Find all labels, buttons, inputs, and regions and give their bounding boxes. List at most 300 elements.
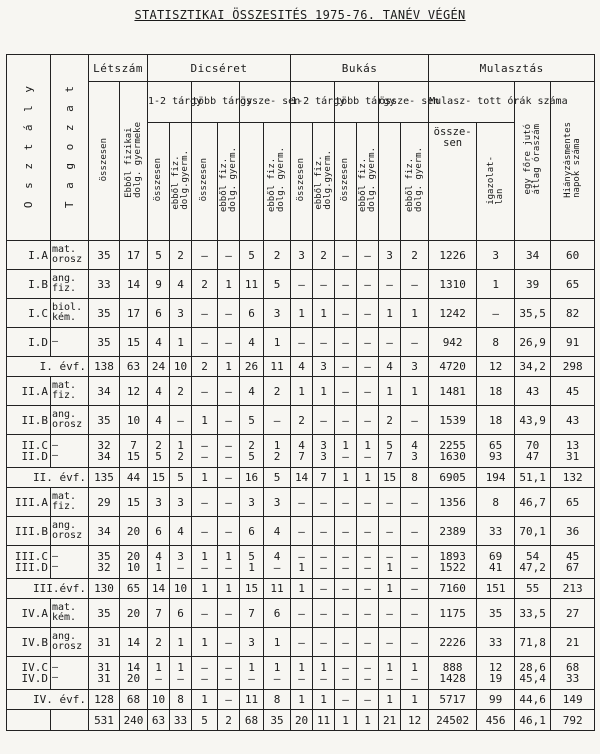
- table-cell: 6: [148, 517, 170, 546]
- header-hianyzasmentes: Hiányzásmentes napok száma: [551, 82, 595, 241]
- table-cell: –: [357, 377, 379, 406]
- table-cell: –: [477, 299, 515, 328]
- table-cell: 1: [192, 628, 218, 657]
- table-cell: –: [357, 406, 379, 435]
- table-cell: 14: [148, 579, 170, 599]
- header-bukas: Bukás: [291, 55, 429, 82]
- table-cell: –: [335, 599, 357, 628]
- table-cell: –: [313, 579, 335, 599]
- row-name: II.B: [7, 406, 51, 435]
- table-cell: 33: [170, 710, 192, 731]
- table-cell: 1: [218, 270, 240, 299]
- table-row: [7, 435, 595, 468]
- table-cell: 99: [477, 690, 515, 710]
- table-cell: 35 32: [89, 546, 120, 579]
- table-cell: –: [192, 599, 218, 628]
- table-cell: 1 –: [335, 435, 357, 468]
- table-cell: –: [218, 406, 240, 435]
- table-cell: –: [335, 357, 357, 377]
- header-mul-ossz: össze- sen: [429, 123, 477, 241]
- table-cell: 1: [264, 628, 291, 657]
- table-cell: 35: [89, 406, 120, 435]
- table-cell: – –: [357, 657, 379, 690]
- table-cell: –: [313, 488, 335, 517]
- table-cell: –: [218, 468, 240, 488]
- table-cell: 5: [264, 468, 291, 488]
- table-cell: 14 20: [120, 657, 148, 690]
- table-cell: 24502: [429, 710, 477, 731]
- table-cell: 69 41: [477, 546, 515, 579]
- table-cell: –: [313, 328, 335, 357]
- table-cell: –: [313, 628, 335, 657]
- table-cell: 20: [120, 517, 148, 546]
- header-do-ossz: [240, 123, 264, 241]
- table-cell: –: [291, 328, 313, 357]
- header-letszam: Létszám: [89, 55, 148, 82]
- table-cell: –: [357, 579, 379, 599]
- table-cell: 4 7: [291, 435, 313, 468]
- table-cell: 213: [551, 579, 595, 599]
- table-cell: 34,2: [515, 357, 551, 377]
- row-name: IV. évf.: [7, 690, 89, 710]
- row-tagozat: – –: [51, 435, 89, 468]
- table-cell: 28,6 45,4: [515, 657, 551, 690]
- table-cell: 1: [170, 328, 192, 357]
- table-cell: 35: [477, 599, 515, 628]
- table-cell: 5717: [429, 690, 477, 710]
- table-cell: –: [192, 299, 218, 328]
- table-row: [7, 628, 595, 657]
- table-cell: 2: [170, 377, 192, 406]
- row-name: III.C III.D: [7, 546, 51, 579]
- table-cell: 26,9: [515, 328, 551, 357]
- table-cell: 2: [401, 241, 429, 270]
- table-cell: 10: [148, 690, 170, 710]
- page-title: STATISZTIKAI ÖSSZESITÉS 1975-76. TANÉV VÉGÉN: [134, 8, 466, 22]
- table-cell: 1: [192, 468, 218, 488]
- table-cell: –: [218, 299, 240, 328]
- header-dt-ossz: összesen: [192, 123, 218, 241]
- table-cell: 194: [477, 468, 515, 488]
- table-cell: –: [357, 599, 379, 628]
- row-name: I.C: [7, 299, 51, 328]
- table-cell: 71,8: [515, 628, 551, 657]
- table-cell: 20: [291, 710, 313, 731]
- row-tagozat: – –: [51, 546, 89, 579]
- table-cell: 1893 1522: [429, 546, 477, 579]
- table-cell: –: [357, 628, 379, 657]
- table-cell: 1 –: [218, 546, 240, 579]
- table-row: [7, 377, 595, 406]
- table-cell: –: [335, 299, 357, 328]
- row-name: III.B: [7, 517, 51, 546]
- table-cell: –: [335, 241, 357, 270]
- table-cell: –: [401, 488, 429, 517]
- table-cell: 1: [313, 299, 335, 328]
- table-cell: –: [335, 328, 357, 357]
- table-cell: – –: [357, 546, 379, 579]
- table-cell: 1 2: [264, 435, 291, 468]
- table-cell: 14: [120, 628, 148, 657]
- table-cell: 12: [120, 377, 148, 406]
- table-cell: 6: [240, 299, 264, 328]
- table-cell: –: [357, 488, 379, 517]
- row-tagozat: ang. fiz.: [51, 270, 89, 299]
- table-cell: – –: [335, 546, 357, 579]
- table-cell: –: [192, 488, 218, 517]
- table-cell: –: [335, 488, 357, 517]
- table-cell: 1: [379, 579, 401, 599]
- header-bukas-tobb: több tárgy: [335, 82, 379, 123]
- table-cell: 14: [291, 468, 313, 488]
- table-cell: 15: [379, 468, 401, 488]
- table-cell: 63: [120, 357, 148, 377]
- table-cell: –: [335, 579, 357, 599]
- table-cell: 2: [192, 357, 218, 377]
- table-cell: –: [218, 328, 240, 357]
- header-bt-ossz: összesen: [335, 123, 357, 241]
- table-cell: 20: [120, 599, 148, 628]
- table-cell: 6905: [429, 468, 477, 488]
- table-cell: –: [218, 377, 240, 406]
- table-cell: 1 –: [291, 657, 313, 690]
- table-cell: 6: [240, 517, 264, 546]
- row-name: II.C II.D: [7, 435, 51, 468]
- table-cell: – 1: [291, 546, 313, 579]
- table-cell: 4: [291, 357, 313, 377]
- table-cell: 44: [120, 468, 148, 488]
- table-cell: 1: [335, 710, 357, 731]
- table-cell: 17: [120, 241, 148, 270]
- table-cell: 4: [264, 517, 291, 546]
- table-cell: 65: [120, 579, 148, 599]
- summary-row: [7, 690, 595, 710]
- table-cell: 4: [240, 328, 264, 357]
- table-cell: 5: [240, 406, 264, 435]
- table-cell: 2: [264, 377, 291, 406]
- table-cell: –: [401, 599, 429, 628]
- table-cell: –: [357, 241, 379, 270]
- table-cell: –: [335, 690, 357, 710]
- table-cell: –: [379, 328, 401, 357]
- table-cell: 27: [551, 599, 595, 628]
- table-cell: 1 –: [240, 657, 264, 690]
- header-igazolatlan: igazolat- lan: [477, 123, 515, 241]
- header-bo-ebbol: ebből fiz. dolg. gyerm.: [401, 123, 429, 241]
- table-cell: 18: [477, 406, 515, 435]
- table-cell: 4 1: [148, 546, 170, 579]
- table-cell: 130: [89, 579, 120, 599]
- header-mulasztas: Mulasztás: [429, 55, 595, 82]
- table-cell: – –: [335, 657, 357, 690]
- table-cell: 21: [551, 628, 595, 657]
- table-cell: 7 15: [120, 435, 148, 468]
- table-cell: 55: [515, 579, 551, 599]
- table-cell: 151: [477, 579, 515, 599]
- table-cell: 45 67: [551, 546, 595, 579]
- row-tagozat: mat. fiz.: [51, 488, 89, 517]
- table-cell: 82: [551, 299, 595, 328]
- table-cell: 31: [89, 628, 120, 657]
- table-cell: –: [192, 377, 218, 406]
- table-cell: – –: [313, 546, 335, 579]
- table-cell: 132: [551, 468, 595, 488]
- row-name: I.D: [7, 328, 51, 357]
- table-cell: –: [192, 328, 218, 357]
- row-name: I. évf.: [7, 357, 89, 377]
- table-cell: 15: [148, 468, 170, 488]
- table-cell: 7: [313, 468, 335, 488]
- table-cell: 3: [240, 628, 264, 657]
- table-cell: 1: [335, 468, 357, 488]
- row-name: I.A: [7, 241, 51, 270]
- summary-row: [7, 357, 595, 377]
- table-cell: –: [218, 488, 240, 517]
- table-cell: 15: [120, 488, 148, 517]
- header-dicseret-tobb: több tárgy: [192, 82, 240, 123]
- table-cell: 149: [551, 690, 595, 710]
- table-cell: 1: [477, 270, 515, 299]
- table-cell: –: [335, 270, 357, 299]
- table-cell: 1242: [429, 299, 477, 328]
- table-cell: 2389: [429, 517, 477, 546]
- table-cell: 33: [477, 517, 515, 546]
- table-cell: 65 93: [477, 435, 515, 468]
- table-cell: 1226: [429, 241, 477, 270]
- table-cell: 2: [291, 406, 313, 435]
- header-egy-fore: egy főre jutó átlag óraszám: [515, 82, 551, 241]
- table-cell: 3: [264, 299, 291, 328]
- table-cell: –: [401, 628, 429, 657]
- row-tagozat: mat. fiz.: [51, 377, 89, 406]
- table-cell: 21: [379, 710, 401, 731]
- row-name: II.A: [7, 377, 51, 406]
- table-cell: 4: [170, 517, 192, 546]
- table-cell: 1481: [429, 377, 477, 406]
- header-b12-ebbol: ebből fiz. dolg.gyerm.: [313, 123, 335, 241]
- table-cell: 3: [379, 241, 401, 270]
- table-cell: 1310: [429, 270, 477, 299]
- table-cell: 4720: [429, 357, 477, 377]
- table-cell: 6: [148, 299, 170, 328]
- table-cell: 10: [170, 579, 192, 599]
- table-cell: 35: [264, 710, 291, 731]
- table-cell: 456: [477, 710, 515, 731]
- table-cell: –: [218, 628, 240, 657]
- table-cell: 4: [148, 328, 170, 357]
- table-cell: 1 –: [170, 657, 192, 690]
- table-cell: 135: [89, 468, 120, 488]
- table-cell: –: [379, 517, 401, 546]
- table-cell: 3: [240, 488, 264, 517]
- table-cell: 11: [240, 690, 264, 710]
- table-cell: 45: [551, 377, 595, 406]
- table-cell: 3: [264, 488, 291, 517]
- table-cell: 1: [192, 406, 218, 435]
- row-tagozat: ang. orosz: [51, 406, 89, 435]
- table-cell: –: [401, 579, 429, 599]
- table-cell: 65: [551, 488, 595, 517]
- header-do-ebbol: ebből fiz. dolg. gyerm.: [264, 123, 291, 241]
- table-cell: – –: [401, 546, 429, 579]
- table-cell: – 1: [379, 546, 401, 579]
- table-cell: 5: [170, 468, 192, 488]
- table-cell: 5: [240, 241, 264, 270]
- table-cell: 8: [170, 690, 192, 710]
- table-cell: –: [379, 270, 401, 299]
- table-cell: –: [357, 299, 379, 328]
- statistics-table: [6, 54, 595, 731]
- table-cell: –: [357, 328, 379, 357]
- table-cell: 1: [291, 377, 313, 406]
- row-name: II. évf.: [7, 468, 89, 488]
- table-cell: 32 34: [89, 435, 120, 468]
- table-cell: 44,6: [515, 690, 551, 710]
- header-bt-ebbol: ebből fiz. dolg. gyerm.: [357, 123, 379, 241]
- table-cell: 70 47: [515, 435, 551, 468]
- table-cell: 3: [148, 488, 170, 517]
- table-cell: 43: [551, 406, 595, 435]
- table-cell: 1: [264, 328, 291, 357]
- table-cell: 11: [264, 579, 291, 599]
- table-cell: 8: [264, 690, 291, 710]
- table-cell: 18: [477, 377, 515, 406]
- table-cell: 63: [148, 710, 170, 731]
- table-cell: 46,1: [515, 710, 551, 731]
- table-cell: – –: [218, 435, 240, 468]
- table-cell: 54 47,2: [515, 546, 551, 579]
- table-cell: 1539: [429, 406, 477, 435]
- row-tagozat: mat. kém.: [51, 599, 89, 628]
- header-d12-ebbol: ebből fiz. dolg.gyerm.: [170, 123, 192, 241]
- table-cell: –: [291, 488, 313, 517]
- table-cell: 2255 1630: [429, 435, 477, 468]
- header-letszam-ebbol: Ebből fizikai dolg. gyermeke: [120, 82, 148, 241]
- table-row: [7, 599, 595, 628]
- table-cell: 5: [264, 270, 291, 299]
- table-cell: 5: [148, 241, 170, 270]
- header-dicseret-ossz: össze- sen: [240, 82, 291, 123]
- table-cell: 6: [264, 599, 291, 628]
- row-name: III.évf.: [7, 579, 89, 599]
- table-cell: 65: [551, 270, 595, 299]
- header-letszam-osszesen: összesen: [89, 82, 120, 241]
- table-cell: –: [335, 406, 357, 435]
- table-cell: 11: [264, 357, 291, 377]
- table-cell: 34: [89, 517, 120, 546]
- table-cell: 1: [291, 299, 313, 328]
- table-cell: 39: [515, 270, 551, 299]
- table-cell: 3: [313, 357, 335, 377]
- table-cell: 298: [551, 357, 595, 377]
- table-cell: –: [401, 328, 429, 357]
- table-cell: 5: [192, 710, 218, 731]
- table-cell: 3: [170, 299, 192, 328]
- table-cell: 1: [401, 299, 429, 328]
- table-cell: 3: [477, 241, 515, 270]
- header-dicseret-12: 1-2 tárgy: [148, 82, 192, 123]
- table-cell: 1 2: [170, 435, 192, 468]
- table-cell: – –: [192, 657, 218, 690]
- row-name: [7, 710, 51, 731]
- table-cell: 792: [551, 710, 595, 731]
- table-cell: 1 –: [148, 657, 170, 690]
- table-cell: 1: [192, 690, 218, 710]
- table-cell: 8: [477, 328, 515, 357]
- table-cell: –: [291, 517, 313, 546]
- table-cell: 35: [89, 241, 120, 270]
- table-cell: 1: [401, 690, 429, 710]
- table-cell: 4: [379, 357, 401, 377]
- table-cell: 17: [120, 299, 148, 328]
- table-cell: –: [401, 270, 429, 299]
- header-bukas-12: 1-2 tárgy: [291, 82, 335, 123]
- table-cell: 35: [89, 599, 120, 628]
- table-cell: –: [313, 599, 335, 628]
- table-cell: 5 7: [379, 435, 401, 468]
- table-cell: 29: [89, 488, 120, 517]
- table-cell: 6: [170, 599, 192, 628]
- table-cell: 13 31: [551, 435, 595, 468]
- row-tagozat: mat. orosz: [51, 241, 89, 270]
- row-name: IV.A: [7, 599, 51, 628]
- table-cell: 942: [429, 328, 477, 357]
- table-cell: 531: [89, 710, 120, 731]
- table-cell: 2: [170, 241, 192, 270]
- table-cell: 128: [89, 690, 120, 710]
- table-cell: 12: [401, 710, 429, 731]
- table-cell: 1 –: [379, 657, 401, 690]
- table-cell: 4: [148, 406, 170, 435]
- table-cell: 15: [240, 579, 264, 599]
- table-cell: 1 –: [357, 435, 379, 468]
- table-cell: 1: [291, 690, 313, 710]
- table-cell: –: [291, 599, 313, 628]
- table-cell: 24: [148, 357, 170, 377]
- table-cell: 43,9: [515, 406, 551, 435]
- header-dicseret: Dicséret: [148, 55, 291, 82]
- table-cell: 2: [313, 241, 335, 270]
- table-cell: –: [192, 241, 218, 270]
- row-tagozat: –: [51, 328, 89, 357]
- table-cell: –: [313, 406, 335, 435]
- header-bo-ossz: [379, 123, 401, 241]
- table-body: [7, 241, 595, 731]
- table-cell: 1: [379, 690, 401, 710]
- table-cell: 33: [89, 270, 120, 299]
- table-cell: 35,5: [515, 299, 551, 328]
- table-row: [7, 546, 595, 579]
- table-cell: 16: [240, 468, 264, 488]
- header-dt-ebbol: ebből fiz. dolg. gyerm.: [218, 123, 240, 241]
- table-cell: 46,7: [515, 488, 551, 517]
- table-cell: 5 1: [240, 546, 264, 579]
- table-cell: 1: [192, 579, 218, 599]
- table-cell: 7160: [429, 579, 477, 599]
- table-cell: –: [335, 628, 357, 657]
- table-cell: 12: [477, 357, 515, 377]
- table-cell: 60: [551, 241, 595, 270]
- table-row: [7, 517, 595, 546]
- table-cell: 68 33: [551, 657, 595, 690]
- table-cell: –: [192, 517, 218, 546]
- table-cell: –: [218, 599, 240, 628]
- table-cell: 1: [170, 628, 192, 657]
- table-cell: 35: [89, 299, 120, 328]
- table-cell: –: [291, 628, 313, 657]
- table-cell: 1 –: [192, 546, 218, 579]
- table-cell: 11: [313, 710, 335, 731]
